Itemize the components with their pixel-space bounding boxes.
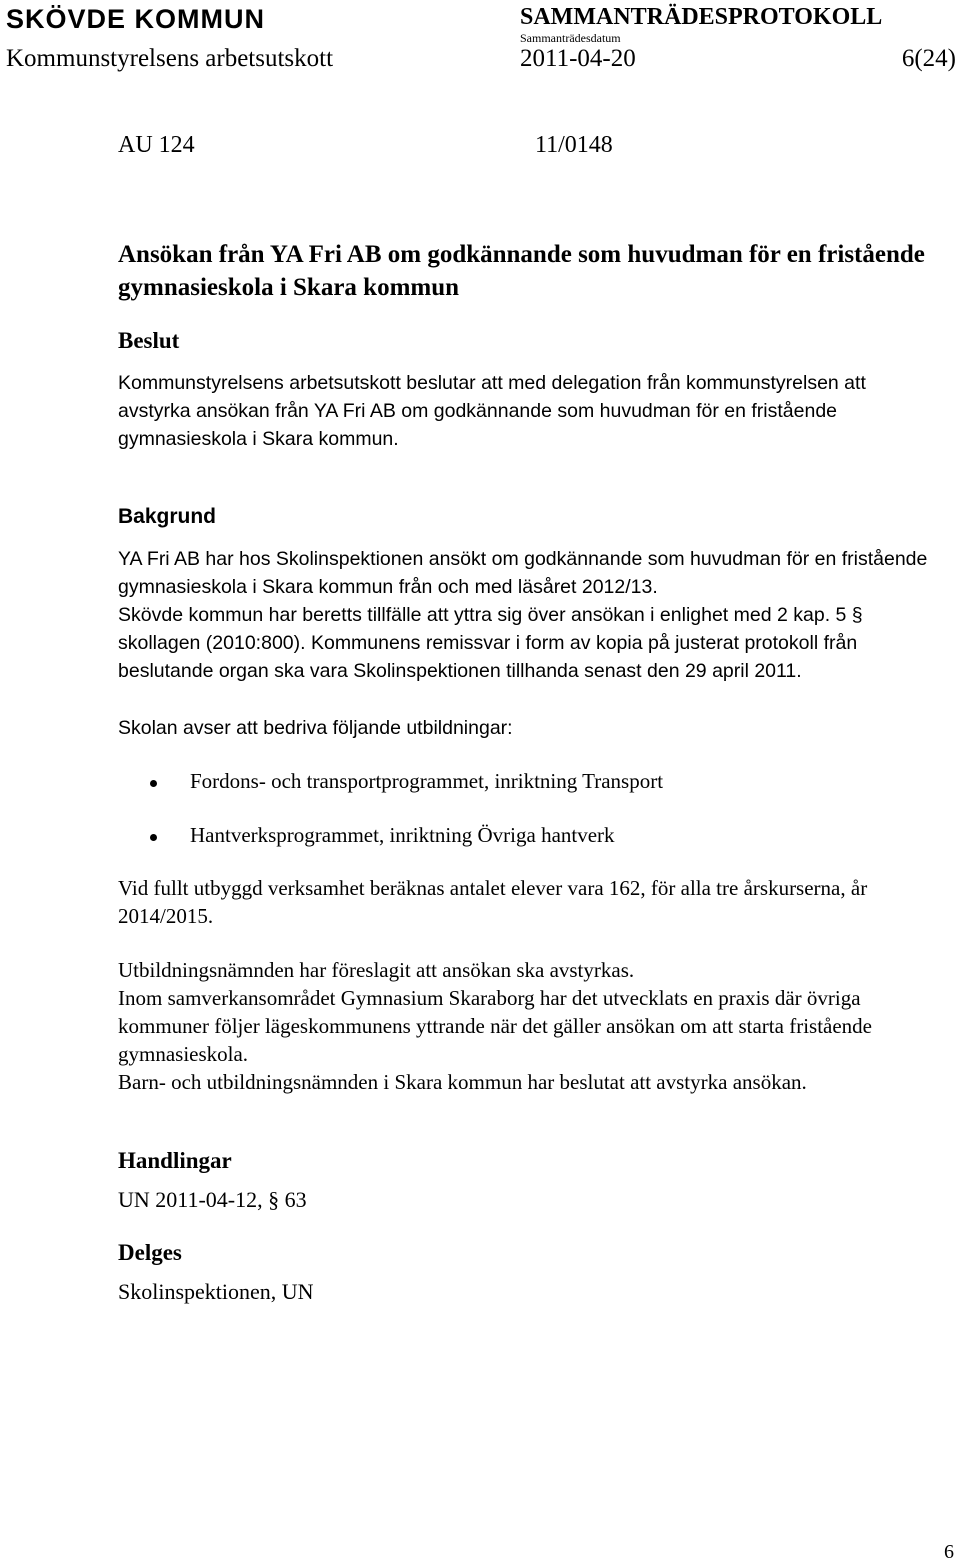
bakgrund-heading: Bakgrund <box>118 505 217 528</box>
committee-name: Kommunstyrelsens arbetsutskott <box>6 45 334 72</box>
document-type: SAMMANTRÄDESPROTOKOLL <box>520 4 883 30</box>
beslut-text: Kommunstyrelsens arbetsutskott beslutar att med delegation från kommunstyrelsen att avstyrka ansökan från YA Fri AB om godkännande som huvudman för en fristående gymnasieskola i Skara kommun. <box>118 372 866 450</box>
committee-statements <box>118 956 948 1096</box>
meeting-date: 2011-04-20 <box>520 45 636 72</box>
bullet-icon <box>150 834 157 841</box>
paragraph-number: AU 124 <box>118 132 195 158</box>
handlingar-text: UN 2011-04-12, § 63 <box>118 1187 307 1212</box>
meeting-date-label: Sammanträdesdatum <box>520 31 621 45</box>
utb-line-2: Inom samverkansområdet Gymnasium Skaraborg har det utvecklats en praxis där övriga kommuner följer lägeskommunens yttrande när det gäller ansökan om att starta fristående gymnasieskola. <box>118 986 873 1066</box>
utb-line-3: Barn- och utbildningsnämnden i Skara kommun har beslutat att avstyrka ansökan. <box>118 1070 807 1094</box>
delges-heading: Delges <box>118 1240 182 1265</box>
page-counter: 6(24) <box>901 45 956 72</box>
item-title: Ansökan från YA Fri AB om godkännande som huvudman för en fristående gymnasieskola i Skara kommun <box>118 241 925 301</box>
utb-line-1: Utbildningsnämnden har föreslagit att ansökan ska avstyrkas. <box>118 958 635 982</box>
delges-text: Skolinspektionen, UN <box>118 1279 314 1304</box>
page-number: 6 <box>944 1541 954 1563</box>
list-item-text: Fordons- och transportprogrammet, inriktning Transport <box>190 769 664 793</box>
bullet-icon <box>150 780 157 787</box>
bakgrund-line-2: Skövde kommun har beretts tillfälle att yttra sig över ansökan i enlighet med 2 kap. 5 § skollagen (2010:800). Kommunens remissvar i form av kopia på justerat protokoll från beslutande organ ska vara Skolinspektionen tillhanda senast den 29 april 2011. <box>118 604 863 682</box>
case-number: 11/0148 <box>535 132 613 158</box>
bakgrund-section <box>118 545 948 685</box>
list-item-text: Hantverksprogrammet, inriktning Övriga hantverk <box>190 823 615 847</box>
handlingar-heading: Handlingar <box>118 1148 232 1173</box>
municipality-logo: SKÖVDE KOMMUN <box>6 4 266 34</box>
beslut-heading: Beslut <box>118 328 180 353</box>
capacity-text: Vid fullt utbyggd verksamhet beräknas antalet elever vara 162, för alla tre årskurserna, år 2014/2015. <box>118 876 868 928</box>
skolan-intro: Skolan avser att bedriva följande utbildningar: <box>118 717 513 739</box>
bakgrund-line-1: YA Fri AB har hos Skolinspektionen ansökt om godkännande som huvudman för en fristående gymnasieskola i Skara kommun från och med läsåret 2012/13. <box>118 548 928 598</box>
